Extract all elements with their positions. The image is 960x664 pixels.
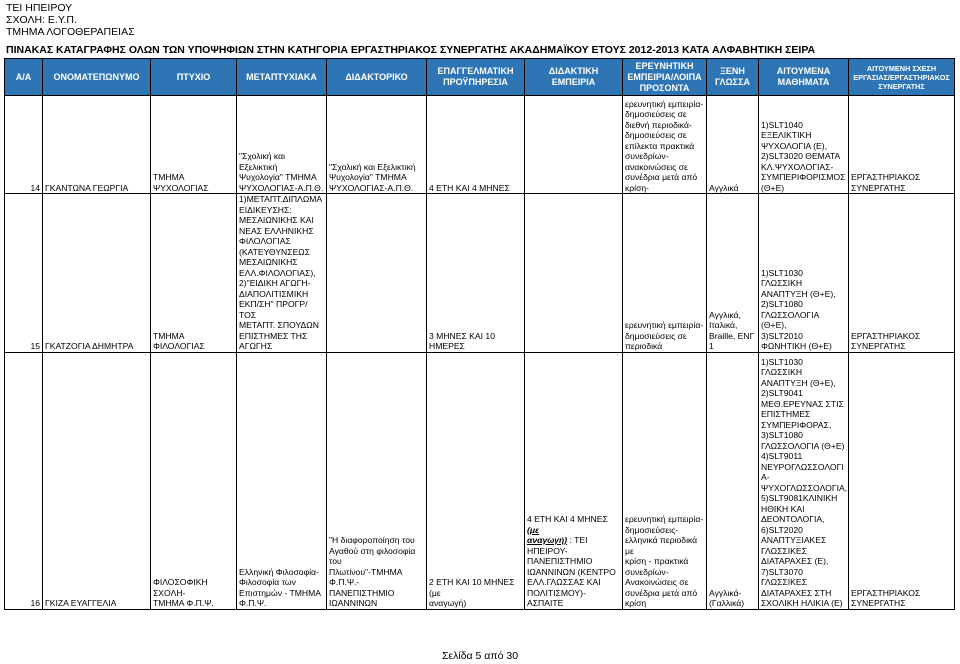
- language-cell: Αγγλικά, Ιταλικά, Braille, ΕΝΓ 1: [707, 194, 759, 353]
- col-masters: ΜΕΤΑΠΤΥΧΙΑΚΑ: [237, 59, 327, 96]
- degree-cell: ΤΜΗΜΑ ΨΥΧΟΛΟΓΙΑΣ: [151, 96, 237, 194]
- row-number: 15: [5, 194, 43, 353]
- col-professional-experience: ΕΠΑΓΓΕΛΜΑΤΙΚΗ ΠΡΟΫΠΗΡΕΣΙΑ: [427, 59, 525, 96]
- courses-cell: 1)SLT1030 ΓΛΩΣΣΙΚΗ ΑΝΑΠΤΥΞΗ (Θ+Ε), 2)SLT1080 ΓΛΩΣΣΟΛΟΓΙΑ (Θ+Ε), 3)SLT2010 ΦΩΝΗΤΙΚΗ (Θ+Ε): [759, 194, 849, 353]
- degree-cell: ΤΜΗΜΑ ΦΙΛΟΛΟΓΙΑΣ: [151, 194, 237, 353]
- col-degree: ΠΤΥΧΙΟ: [151, 59, 237, 96]
- candidate-name: ΓΚΙΖΑ ΕΥΑΓΓΕΛΙΑ: [43, 352, 151, 609]
- institution-name: ΤΕΙ ΗΠΕΙΡΟΥ: [6, 2, 73, 14]
- language-cell: Αγγλικά- (Γαλλικά): [707, 352, 759, 609]
- teaching-experience-cell: [525, 352, 623, 609]
- col-research-experience: ΕΡΕΥΝΗΤΙΚΗ ΕΜΠΕΙΡΙΑ/ΛΟΙΠΑ ΠΡΟΣΟΝΤΑ: [623, 59, 707, 96]
- masters-cell: Ελληνική Φιλοσοφία- Φιλοσοφία των Επιστημών - ΤΜΗΜΑ Φ.Π.Ψ.: [237, 352, 327, 609]
- table-row: [5, 352, 955, 609]
- col-name: ΟΝΟΜΑΤΕΠΩΝΥΜΟ: [43, 59, 151, 96]
- teaching-experience-note: (με αναγωγή): [527, 524, 568, 545]
- header-row: [5, 59, 955, 96]
- col-teaching-experience: ΔΙΔΑΚΤΙΚΗ ΕΜΠΕΙΡΙΑ: [525, 59, 623, 96]
- courses-cell: 1)SLT1040 ΕΞΕΛΙΚΤΙΚΗ ΨΥΧΟΛΟΓΙΑ (Ε), 2)SLT3020 ΘΕΜΑΤΑ ΚΛ.ΨΥΧΟΛΟΓΙΑΣ- ΣΥΜΠΕΡΙΦΟΡΙΣΜΟΣ (Θ+Ε): [759, 96, 849, 194]
- candidate-name: ΓΚΑΝΤΩΝΑ ΓΕΩΡΓΙΑ: [43, 96, 151, 194]
- phd-cell: [327, 194, 427, 353]
- col-relation: ΑΙΤΟΥΜΕΝΗ ΣΧΕΣΗ ΕΡΓΑΣΙΑΣ/ΕΡΓΑΣΤΗΡΙΑΚΟΣ ΣΥΝΕΡΓΑΤΗΣ: [849, 59, 955, 96]
- table-row: [5, 194, 955, 353]
- relation-cell: ΕΡΓΑΣΤΗΡΙΑΚΟΣ ΣΥΝΕΡΓΑΤΗΣ: [849, 194, 955, 353]
- relation-cell: ΕΡΓΑΣΤΗΡΙΑΚΟΣ ΣΥΝΕΡΓΑΤΗΣ: [849, 352, 955, 609]
- school-name: ΣΧΟΛΗ: Ε.Υ.Π.: [6, 14, 77, 26]
- language-cell: Αγγλικά: [707, 96, 759, 194]
- research-cell: ερευνητική εμπειρία- δημοσιεύσεις σε περιοδικά: [623, 194, 707, 353]
- candidates-table: [4, 58, 955, 610]
- row-number: 14: [5, 96, 43, 194]
- col-courses: ΑΙΤΟΥΜΕΝΑ ΜΑΘΗΜΑΤΑ: [759, 59, 849, 96]
- phd-cell: "Η διαφοροποίηση του Αγαθού στη φιλοσοφία του Πλωτίνου"-ΤΜΗΜΑ Φ.Π.Ψ.- ΠΑΝΕΠΙΣΤΗΜΙΟ ΙΩΑΝΝΙΝΩΝ: [327, 352, 427, 609]
- research-cell: ερευνητική εμπειρία- δημοσιεύσεις- ελληνικά περιοδικά με κρίση - πρακτικά συνεδρίων- Ανακοινώσεις σε συνέδρια μετά από κρίση: [623, 352, 707, 609]
- courses-cell: 1)SLT1030 ΓΛΩΣΣΙΚΗ ΑΝΑΠΤΥΞΗ (Θ+Ε), 2)SLT9041 ΜΕΘ.ΕΡΕΥΝΑΣ ΣΤΙΣ ΕΠΙΣΤΗΜΕΣ ΣΥΜΠΕΡΙΦΟΡΑΣ, 3)SLT1080 ΓΛΩΣΣΟΛΟΓΙΑ (Θ+Ε) 4)SLT9011 ΝΕΥΡΟΓΛΩΣΣΟΛΟΓΙ Α- ΨΥΧΟΓΛΩΣΣΟΛΟΓΙΑ, 5)SLT9081ΚΛΙΝΙΚΗ ΗΘΙΚΗ ΚΑΙ ΔΕΟΝΤΟΛΟΓΙΑ, 6)SLT2020 ΑΝΑΠΤΥΞΙΑΚΕΣ ΓΛΩΣΣΙΚΕΣ ΔΙΑΤΑΡΑΧΕΣ (Ε), 7)SLT3070 ΓΛΩΣΣΙΚΕΣ ΔΙΑΤΑΡΑΧΕΣ ΣΤΗ ΣΧΟΛΙΚΗ ΗΛΙΚΙΑ (Ε): [759, 352, 849, 609]
- teaching-experience-cell: [525, 194, 623, 353]
- masters-cell: 1)ΜΕΤΑΠΤ.ΔΙΠΛΩΜΑ ΕΙΔΙΚΕΥΣΗΣ: ΜΕΣΑΙΩΝΙΚΗΣ ΚΑΙ ΝΕΑΣ ΕΛΛΗΝΙΚΗΣ ΦΙΛΟΛΟΓΙΑΣ (ΚΑΤΕΥΘΥΝΣΕΩΣ ΜΕΣΑΙΩΝΙΚΗΣ ΕΛΛ.ΦΙΛΟΛΟΓΙΑΣ), 2)"ΕΙΔΙΚΗ ΑΓΩΓΗ- ΔΙΑΠΟΛΙΤΙΣΜΙΚΗ ΕΚΠ/ΣΗ" ΠΡΟΓΡ/ΤΟΣ ΜΕΤΑΠΤ. ΣΠΟΥΔΩΝ ΕΠΙΣΤΗΜΕΣ ΤΗΣ ΑΓΩΓΗΣ: [237, 194, 327, 353]
- teaching-experience-cell: [525, 96, 623, 194]
- phd-cell: "Σχολική και Εξελικτική Ψυχολογία" ΤΜΗΜΑ ΨΥΧΟΛΟΓΙΑΣ-Α.Π.Θ.: [327, 96, 427, 194]
- teaching-experience-text: 4 ΕΤΗ ΚΑΙ 4 ΜΗΝΕΣ: [527, 514, 608, 524]
- professional-experience-cell: 2 ΕΤΗ ΚΑΙ 10 ΜΗΝΕΣ (με αναγωγή): [427, 352, 525, 609]
- candidate-name: ΓΚΑΤΖΟΓΙΑ ΔΗΜΗΤΡΑ: [43, 194, 151, 353]
- col-phd: ΔΙΔΑΚΤΟΡΙΚΟ: [327, 59, 427, 96]
- teaching-experience-details: : ΤΕΙ ΗΠΕΙΡΟΥ- ΠΑΝΕΠΙΣΤΗΜΙΟ ΙΩΑΝΝΙΝΩΝ (ΚΕΝΤΡΟ ΕΛΛ.ΓΛΩΣΣΑΣ ΚΑΙ ΠΟΛΙΤΙΣΜΟΥ)-ΑΣΠΑΙΤΕ: [527, 535, 616, 608]
- row-number: 16: [5, 352, 43, 609]
- professional-experience-cell: 3 ΜΗΝΕΣ ΚΑΙ 10 ΗΜΕΡΕΣ: [427, 194, 525, 353]
- masters-cell: "Σχολική και Εξελικτική Ψυχολογία" ΤΜΗΜΑ ΨΥΧΟΛΟΓΙΑΣ-Α.Π.Θ.: [237, 96, 327, 194]
- degree-cell: ΦΙΛΟΣΟΦΙΚΗ ΣΧΟΛΗ- ΤΜΗΜΑ Φ.Π.Ψ.: [151, 352, 237, 609]
- list-title: ΠΙΝΑΚΑΣ ΚΑΤΑΓΡΑΦΗΣ ΟΛΩΝ ΤΩΝ ΥΠΟΨΗΦΙΩΝ ΣΤΗΝ ΚΑΤΗΓΟΡΙΑ ΕΡΓΑΣΤΗΡΙΑΚΟΣ ΣΥΝΕΡΓΑΤΗΣ ΑΚΑΔΗΜΑΪΚΟΥ ΕΤΟΥΣ 2012-2013 ΚΑΤΑ ΑΛΦΑΒΗΤΙΚΗ ΣΕΙΡΑ: [6, 44, 816, 56]
- col-language: ΞΕΝΗ ΓΛΩΣΣΑ: [707, 59, 759, 96]
- page-number: Σελίδα 5 από 30: [441, 650, 519, 662]
- department-name: ΤΜΗΜΑ ΛΟΓΟΘΕΡΑΠΕΙΑΣ: [6, 26, 135, 38]
- professional-experience-cell: 4 ΕΤΗ ΚΑΙ 4 ΜΗΝΕΣ: [427, 96, 525, 194]
- col-aa: Α/Α: [5, 59, 43, 96]
- relation-cell: ΕΡΓΑΣΤΗΡΙΑΚΟΣ ΣΥΝΕΡΓΑΤΗΣ: [849, 96, 955, 194]
- table-row: [5, 96, 955, 194]
- research-cell: ερευνητική εμπειρία- δημοσιεύσεις σε διεθνή περιοδικά- δημοσιεύσεις σε επίλεκτα πρακτικά συνεδρίων- ανακοινώσεις σε συνέδρια μετά από κρίση-: [623, 96, 707, 194]
